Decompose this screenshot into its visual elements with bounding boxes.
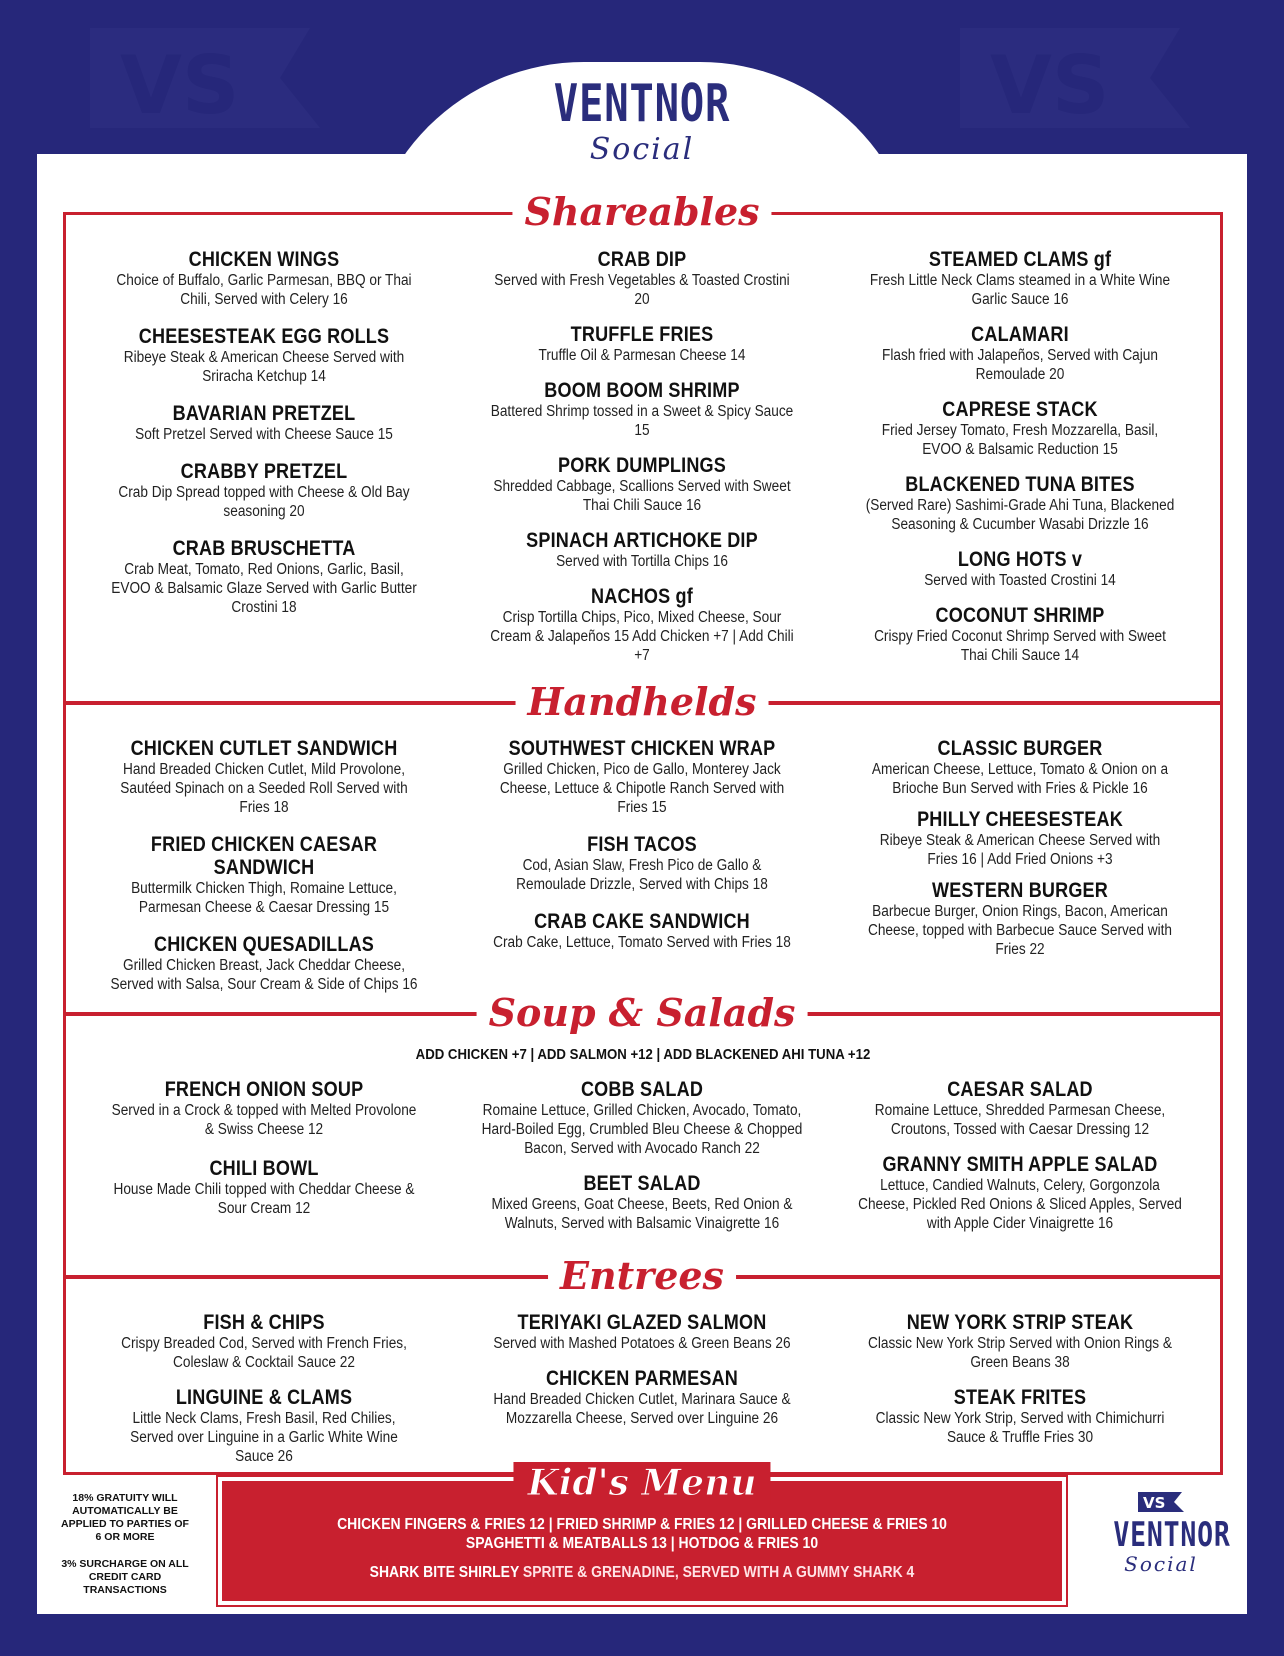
- kids-line-3: [260, 1564, 1023, 1582]
- menu-item: [844, 604, 1196, 665]
- menu-item: [88, 1078, 440, 1139]
- menu-item-name: CRAB CAKE SANDWICH: [534, 910, 750, 933]
- svg-text:VS: VS: [120, 39, 240, 132]
- menu-item-name: CHEESESTEAK EGG ROLLS: [138, 325, 390, 348]
- menu-item-description: Crab Cake, Lettuce, Tomato Served with Fries 18: [493, 934, 791, 951]
- menu-item-name: BEET SALAD: [583, 1172, 701, 1195]
- menu-item-name: NACHOS gf: [591, 585, 693, 608]
- menu-item: [844, 398, 1196, 459]
- menu-item: [88, 325, 440, 386]
- menu-item: [466, 454, 818, 515]
- menu-item: [466, 379, 818, 440]
- menu-item: [844, 737, 1196, 798]
- menu-item: [834, 1078, 1206, 1139]
- vs-flag-watermark: [950, 18, 1200, 138]
- menu-item-description: (Served Rare) Sashimi-Grade Ahi Tuna, Blackened Seasoning & Cucumber Wasabi Drizzle 16: [865, 497, 1175, 533]
- menu-item: [88, 737, 440, 817]
- menu-item-name: PORK DUMPLINGS: [558, 454, 726, 477]
- menu-item-name: CRABBY PRETZEL: [180, 460, 348, 483]
- menu-item-name: GRANNY SMITH APPLE SALAD: [882, 1153, 1158, 1176]
- menu-item-description: Grilled Chicken, Pico de Gallo, Monterey Jack Cheese, Lettuce & Chipotle Ranch Served with Fries 15: [499, 761, 785, 816]
- menu-item-name: LONG HOTS v: [957, 548, 1083, 571]
- menu-item-name: TRUFFLE FRIES: [570, 323, 714, 346]
- menu-item-description: Served with Tortilla Chips 16: [556, 553, 728, 570]
- section-title-entrees: Entrees: [548, 1254, 736, 1298]
- soups-col-1: [88, 1078, 440, 1236]
- menu-item: [844, 548, 1196, 590]
- kids-line-1: CHICKEN FINGERS & FRIES 12 | FRIED SHRIMP & FRIES 12 | GRILLED CHEESE & FRIES 10: [337, 1516, 947, 1533]
- menu-item-description: Flash fried with Jalapeños, Served with Cajun Remoulade 20: [882, 347, 1158, 383]
- menu-item-name: CHICKEN CUTLET SANDWICH: [130, 737, 398, 760]
- menu-item: [844, 879, 1196, 959]
- menu-item-description: Served in a Crock & topped with Melted Provolone & Swiss Cheese 12: [111, 1102, 417, 1138]
- menu-item-name: FRENCH ONION SOUP: [164, 1078, 364, 1101]
- menu-item-description: Truffle Oil & Parmesan Cheese 14: [538, 347, 746, 364]
- menu-item-name: CLASSIC BURGER: [937, 737, 1103, 760]
- brand-script: Social: [589, 132, 695, 167]
- menu-item-description: Served with Mashed Potatoes & Green Beans 26: [493, 1335, 791, 1352]
- section-title-handhelds: Handhelds: [516, 680, 769, 724]
- menu-item-description: House Made Chili topped with Cheddar Cheese & Sour Cream 12: [113, 1181, 415, 1217]
- entrees-col-2: [466, 1311, 818, 1442]
- menu-item: [466, 585, 818, 665]
- entrees-col-1: [88, 1311, 440, 1480]
- svg-text:VS: VS: [990, 39, 1110, 132]
- menu-item-description: Lettuce, Candied Walnuts, Celery, Gorgonzola Cheese, Pickled Red Onions & Sliced Apples, Served with Apple Cider Vinaigrette 16: [858, 1177, 1182, 1232]
- handhelds-col-1: [88, 737, 440, 1010]
- salad-addons: ADD CHICKEN +7 | ADD SALMON +12 | ADD BLACKENED AHI TUNA +12: [415, 1046, 871, 1063]
- menu-item-name: COBB SALAD: [580, 1078, 704, 1101]
- menu-item-name: TERIYAKI GLAZED SALMON: [517, 1311, 767, 1334]
- menu-item-name: FISH & CHIPS: [203, 1311, 325, 1334]
- menu-item-description: Fried Jersey Tomato, Fresh Mozzarella, Basil, EVOO & Balsamic Reduction 15: [881, 422, 1159, 458]
- menu-item: [456, 1078, 828, 1158]
- menu-item-name: CHICKEN QUESADILLAS: [154, 933, 374, 956]
- menu-item-name: COCONUT SHRIMP: [935, 604, 1105, 627]
- menu-item: [88, 460, 440, 521]
- menu-item-description: Crisp Tortilla Chips, Pico, Mixed Cheese, Sour Cream & Jalapeños 15 Add Chicken +7 | Add Chili +7: [490, 609, 794, 664]
- menu-item-name: CRAB DIP: [597, 248, 687, 271]
- shareables-col-2: [466, 248, 818, 679]
- menu-item: [844, 808, 1196, 869]
- menu-item-name: STEAK FRITES: [953, 1386, 1087, 1409]
- menu-item-name: NEW YORK STRIP STEAK: [906, 1311, 1134, 1334]
- menu-item: [844, 1386, 1196, 1447]
- menu-item-description: Mixed Greens, Goat Cheese, Beets, Red Onion & Walnuts, Served with Balsamic Vinaigrette 16: [491, 1196, 793, 1232]
- menu-item-description: Buttermilk Chicken Thigh, Romaine Lettuce, Parmesan Cheese & Caesar Dressing 15: [131, 880, 397, 916]
- menu-item-description: Barbecue Burger, Onion Rings, Bacon, American Cheese, topped with Barbecue Sauce Served with Fries 22: [867, 903, 1173, 958]
- menu-item: [88, 402, 440, 444]
- menu-item: [466, 248, 818, 309]
- menu-item-description: Little Neck Clams, Fresh Basil, Red Chilies, Served over Linguine in a Garlic White Wine Sauce 26: [130, 1410, 398, 1465]
- menu-item-description: Crispy Breaded Cod, Served with French Fries, Coleslaw & Cocktail Sauce 22: [121, 1335, 407, 1371]
- menu-item: [88, 1311, 440, 1372]
- section-title-shareables: Shareables: [512, 190, 771, 234]
- menu-item: [88, 833, 440, 917]
- soups-col-2: [456, 1078, 828, 1247]
- menu-item: [844, 248, 1196, 309]
- menu-item-description: Ribeye Steak & American Cheese Served with Sriracha Ketchup 14: [123, 349, 405, 385]
- brand-script-small: Social: [1124, 1552, 1198, 1576]
- brand-name-small: VENTNOR: [1113, 1515, 1231, 1555]
- menu-item-name: FRIED CHICKEN CAESAR SANDWICH: [150, 833, 378, 879]
- menu-item-name: CHICKEN PARMESAN: [545, 1367, 739, 1390]
- menu-item-name: CAESAR SALAD: [947, 1078, 1093, 1101]
- menu-item-description: Served with Fresh Vegetables & Toasted Crostini 20: [494, 272, 790, 308]
- menu-item-name: WESTERN BURGER: [931, 879, 1108, 902]
- gratuity-note: 18% GRATUITY WILL AUTOMATICALLY BE APPLIED TO PARTIES OF 6 OR MORE: [61, 1492, 189, 1543]
- menu-item-name: CHILI BOWL: [209, 1157, 319, 1180]
- entrees-col-3: [844, 1311, 1196, 1461]
- menu-item: [466, 910, 818, 952]
- menu-item-name: BOOM BOOM SHRIMP: [544, 379, 740, 402]
- menu-item-name: CRAB BRUSCHETTA: [172, 537, 356, 560]
- menu-item-description: Hand Breaded Chicken Cutlet, Mild Provolone, Sautéed Spinach on a Seeded Roll Served with Fries 18: [120, 761, 408, 816]
- menu-item: [466, 529, 818, 571]
- menu-item-description: Ribeye Steak & American Cheese Served with Fries 16 | Add Fried Onions +3: [879, 832, 1161, 868]
- shareables-col-1: [88, 248, 440, 633]
- menu-item-description: Classic New York Strip Served with Onion Rings & Green Beans 38: [867, 1335, 1172, 1371]
- kids-menu-title: Kid's Menu: [513, 1462, 770, 1504]
- menu-item-description: Fresh Little Neck Clams steamed in a White Wine Garlic Sauce 16: [869, 272, 1171, 308]
- menu-item-description: Hand Breaded Chicken Cutlet, Marinara Sauce & Mozzarella Cheese, Served over Linguine 26: [493, 1391, 791, 1427]
- menu-item-name: SPINACH ARTICHOKE DIP: [526, 529, 758, 552]
- menu-item: [834, 1153, 1206, 1233]
- menu-item: [88, 1386, 440, 1466]
- brand-name: VENTNOR: [553, 74, 731, 134]
- menu-item: [456, 1172, 828, 1233]
- kids-line-2: SPAGHETTI & MEATBALLS 13 | HOTDOG & FRIES 10: [465, 1535, 819, 1552]
- menu-item-description: Soft Pretzel Served with Cheese Sauce 15: [135, 426, 393, 443]
- menu-item: [466, 323, 818, 365]
- menu-item: [88, 537, 440, 617]
- section-title-soups: Soup & Salads: [477, 991, 808, 1035]
- menu-item-description: Choice of Buffalo, Garlic Parmesan, BBQ or Thai Chili, Served with Celery 16: [116, 272, 412, 308]
- menu-item: [466, 1367, 818, 1428]
- menu-item: [844, 473, 1196, 534]
- menu-item-description: Crab Dip Spread topped with Cheese & Old Bay seasoning 20: [118, 484, 410, 520]
- vs-flag-icon: [1136, 1490, 1186, 1514]
- kids-drink-desc: SPRITE & GRENADINE, SERVED WITH A GUMMY SHARK 4: [519, 1564, 915, 1581]
- menu-item-description: American Cheese, Lettuce, Tomato & Onion on a Brioche Bun Served with Fries & Pickle 16: [871, 761, 1169, 797]
- menu-item-name: STEAMED CLAMS gf: [928, 248, 1112, 271]
- menu-item: [88, 1157, 440, 1218]
- menu-item: [88, 933, 440, 994]
- menu-item: [844, 1311, 1196, 1372]
- menu-item: [466, 833, 818, 894]
- menu-item-name: CHICKEN WINGS: [188, 248, 340, 271]
- menu-item: [88, 248, 440, 309]
- brand-logo: [440, 74, 844, 167]
- shareables-col-3: [844, 248, 1196, 679]
- menu-item-description: Crispy Fried Coconut Shrimp Served with Sweet Thai Chili Sauce 14: [874, 628, 1166, 664]
- menu-item-description: Romaine Lettuce, Shredded Parmesan Cheese, Croutons, Tossed with Caesar Dressing 12: [874, 1102, 1166, 1138]
- menu-item-name: FISH TACOS: [587, 833, 697, 856]
- handhelds-col-2: [466, 737, 818, 968]
- menu-item: [466, 1311, 818, 1353]
- menu-item-description: Battered Shrimp tossed in a Sweet & Spicy Sauce 15: [490, 403, 794, 439]
- handhelds-col-3: [844, 737, 1196, 969]
- soups-col-3: [834, 1078, 1206, 1247]
- kids-drink-name: SHARK BITE SHIRLEY: [369, 1564, 520, 1581]
- menu-item: [466, 737, 818, 817]
- menu-item-description: Grilled Chicken Breast, Jack Cheddar Cheese, Served with Salsa, Sour Cream & Side of Chips 16: [110, 957, 418, 993]
- menu-item-description: Crab Meat, Tomato, Red Onions, Garlic, Basil, EVOO & Balsamic Glaze Served with Garlic Butter Crostini 18: [111, 561, 417, 616]
- menu-item-description: Classic New York Strip, Served with Chimichurri Sauce & Truffle Fries 30: [875, 1410, 1165, 1446]
- vs-flag-watermark: [80, 18, 330, 138]
- menu-item-description: Served with Toasted Crostini 14: [924, 572, 1116, 589]
- menu-item-name: PHILLY CHEESESTEAK: [917, 808, 1123, 831]
- menu-item-name: BLACKENED TUNA BITES: [905, 473, 1135, 496]
- menu-item-name: BAVARIAN PRETZEL: [172, 402, 356, 425]
- menu-item-description: Shredded Cabbage, Scallions Served with Sweet Thai Chili Sauce 16: [493, 478, 791, 514]
- svg-text:VS: VS: [1143, 1494, 1166, 1512]
- menu-item-description: Cod, Asian Slaw, Fresh Pico de Gallo & Remoulade Drizzle, Served with Chips 18: [516, 857, 768, 893]
- surcharge-note: 3% SURCHARGE ON ALL CREDIT CARD TRANSACTIONS: [61, 1558, 189, 1596]
- menu-item: [844, 323, 1196, 384]
- menu-item-name: SOUTHWEST CHICKEN WRAP: [508, 737, 776, 760]
- menu-item-name: LINGUINE & CLAMS: [175, 1386, 353, 1409]
- menu-item-name: CALAMARI: [971, 323, 1069, 346]
- menu-item-description: Romaine Lettuce, Grilled Chicken, Avocado, Tomato, Hard-Boiled Egg, Crumbled Bleu Cheese & Chopped Bacon, Served with Avocado Ranch 22: [481, 1102, 803, 1157]
- menu-item-name: CAPRESE STACK: [942, 398, 1098, 421]
- brand-logo-small: [1100, 1490, 1231, 1576]
